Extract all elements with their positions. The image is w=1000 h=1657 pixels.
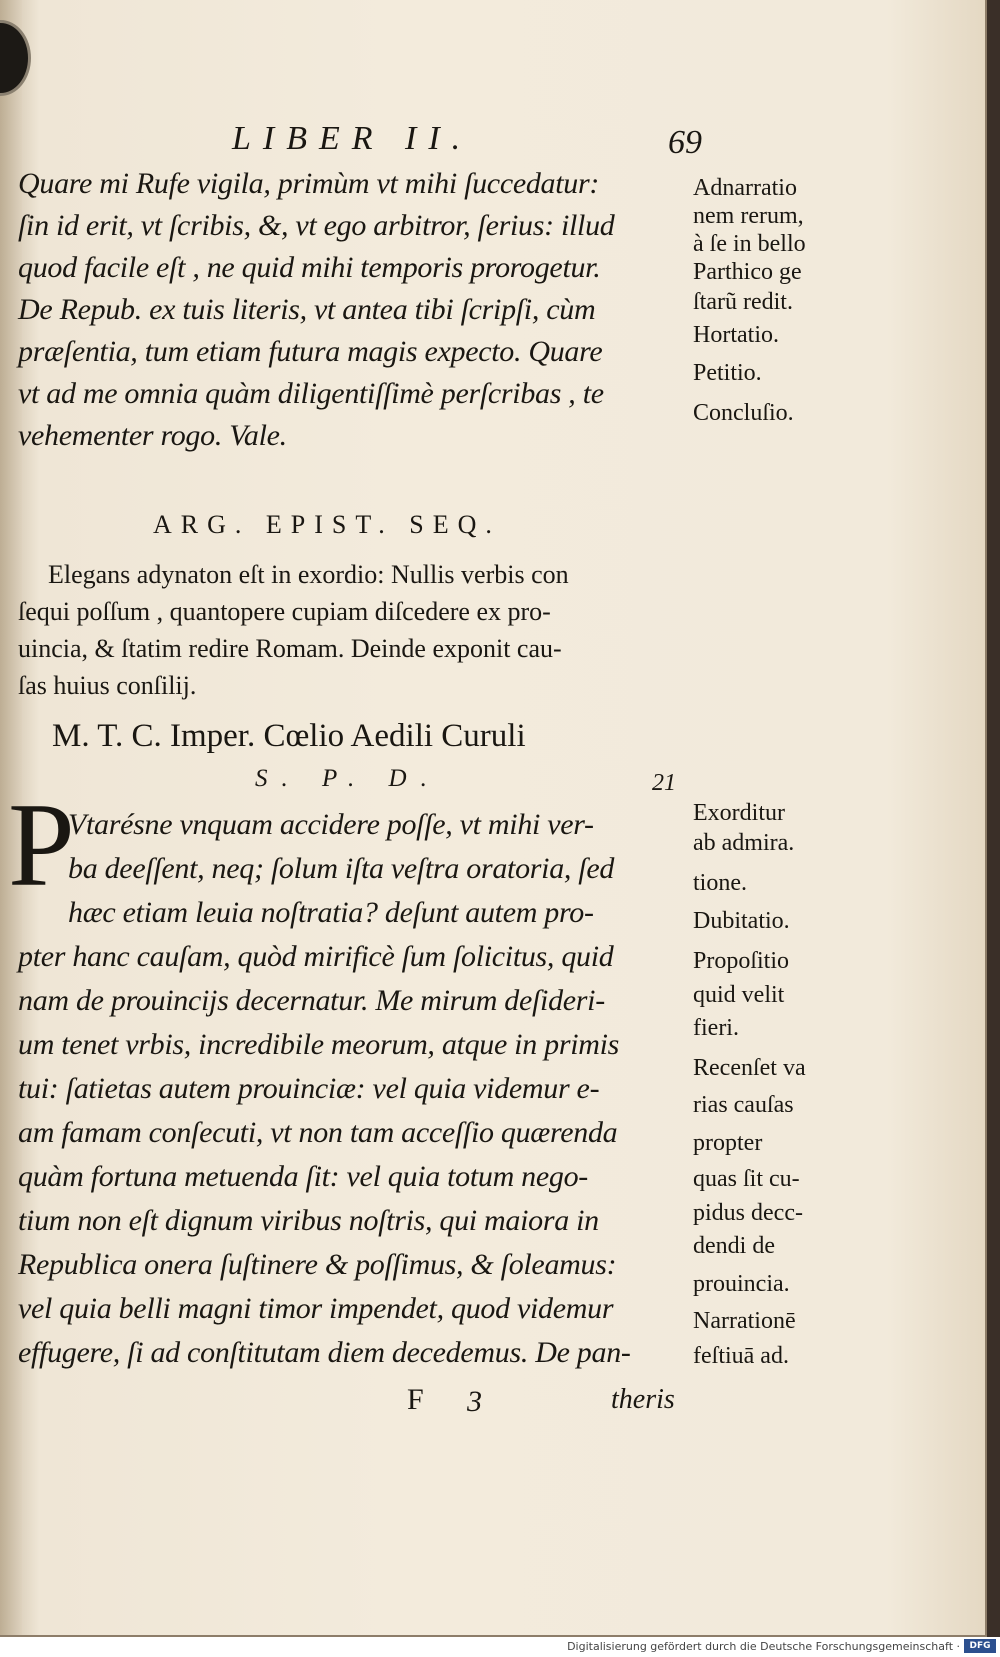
dfg-logo: DFG	[964, 1639, 996, 1653]
margin-note: propter	[693, 1130, 763, 1156]
letter-end-line: De Repub. ex tuis literis, vt antea tibi ſcripſi, cùm	[18, 293, 596, 326]
margin-note: Parthico ge	[693, 259, 802, 285]
letter-end-line: quod facile eſt , ne quid mihi temporis prorogetur.	[18, 251, 601, 284]
epistle-line: am famam conſecuti, vt non tam acceſſio quærenda	[18, 1116, 618, 1149]
margin-note: feſtiuā ad.	[693, 1343, 789, 1369]
margin-note: Hortatio.	[693, 322, 779, 348]
margin-note: ab admira.	[693, 830, 795, 856]
epistle-line: vel quia belli magni timor impendet, quod videmur	[18, 1292, 614, 1325]
signature-mark: F	[407, 1383, 424, 1416]
epistle-line: nam de prouincijs decernatur. Me mirum deſideri-	[18, 984, 605, 1017]
epistle-line: ba deeſſent, neq; ſolum iſta veſtra oratoria, ſed	[68, 852, 615, 885]
digitization-credit-bar	[0, 1637, 1000, 1657]
argument-heading: ARG. EPIST. SEQ.	[153, 510, 501, 539]
margin-note: tione.	[693, 870, 747, 896]
signature-number: 3	[467, 1385, 482, 1418]
drop-cap: P	[8, 778, 75, 911]
margin-note: Dubitatio.	[693, 908, 790, 934]
argument-line: ſequi poſſum , quantopere cupiam diſcedere ex pro-	[18, 597, 551, 626]
epistle-line: tui: ſatietas autem prouinciæ: vel quia videmur e-	[18, 1072, 600, 1105]
margin-note: quid velit	[693, 982, 785, 1008]
margin-note: quas ſit cu-	[693, 1166, 800, 1192]
margin-note: prouincia.	[693, 1271, 790, 1297]
letter-end-line: Quare mi Rufe vigila, primùm vt mihi ſuccedatur:	[18, 167, 600, 200]
margin-note: rias cauſas	[693, 1092, 794, 1118]
epistle-number: 21	[652, 770, 676, 796]
credit-text: Digitalisierung gefördert durch die Deutsche Forschungsgemeinschaft ·	[567, 1640, 960, 1653]
letter-end-line: vehementer rogo. Vale.	[18, 419, 287, 452]
margin-note: fieri.	[693, 1015, 739, 1041]
page-number: 69	[668, 124, 702, 161]
margin-note: Adnarratio	[693, 175, 797, 201]
epistle-line: Republica onera ſuſtinere & poſſimus, & ſoleamus:	[18, 1248, 617, 1281]
salutation-spd: S. P. D.	[255, 765, 441, 792]
margin-note: Petitio.	[693, 360, 762, 386]
margin-note: Narrationē	[693, 1308, 796, 1334]
spine-curl	[0, 20, 31, 96]
argument-line: Elegans adynaton eſt in exordio: Nullis verbis con	[48, 560, 569, 589]
letter-end-line: præſentia, tum etiam futura magis expecto. Quare	[18, 335, 603, 368]
margin-note: pidus decc-	[693, 1200, 803, 1226]
margin-note: Propoſitio	[693, 948, 790, 974]
margin-note: Exorditur	[693, 800, 785, 826]
epistle-line: um tenet vrbis, incredibile meorum, atque in primis	[18, 1028, 620, 1061]
argument-line: ſas huius conſilij.	[18, 671, 197, 700]
epistle-line: hæc etiam leuia noſtratia? deſunt autem pro-	[68, 896, 594, 929]
margin-note: Recenſet va	[693, 1055, 806, 1081]
epistle-line: pter hanc cauſam, quòd mirificè ſum ſolicitus, quid	[18, 940, 614, 973]
margin-note: nem rerum,	[693, 203, 804, 229]
epistle-line: quàm fortuna metuenda ſit: vel quia totum nego-	[18, 1160, 588, 1193]
letter-end-line: vt ad me omnia quàm diligentiſſimè perſcribas , te	[18, 377, 604, 410]
catchword: theris	[611, 1384, 675, 1415]
epistle-line: effugere, ſi ad conſtitutam diem decedemus. De pan-	[18, 1336, 631, 1369]
margin-note: dendi de	[693, 1233, 775, 1259]
epistle-line: Vtarésne vnquam accidere poſſe, vt mihi ver-	[68, 808, 594, 841]
running-head: LIBER II.	[232, 120, 473, 157]
argument-line: uincia, & ſtatim redire Romam. Deinde exponit cau-	[18, 634, 562, 663]
margin-note: Concluſio.	[693, 400, 794, 426]
margin-note: ſtarũ redit.	[693, 289, 793, 315]
letter-end-line: ſin id erit, vt ſcribis, &, vt ego arbitror, ſerius: illud	[18, 209, 615, 242]
epistle-line: tium non eſt dignum viribus noſtris, qui maiora in	[18, 1204, 599, 1237]
margin-note: à ſe in bello	[693, 231, 806, 257]
salutation: M. T. C. Imper. Cœlio Aedili Curuli	[52, 718, 526, 754]
